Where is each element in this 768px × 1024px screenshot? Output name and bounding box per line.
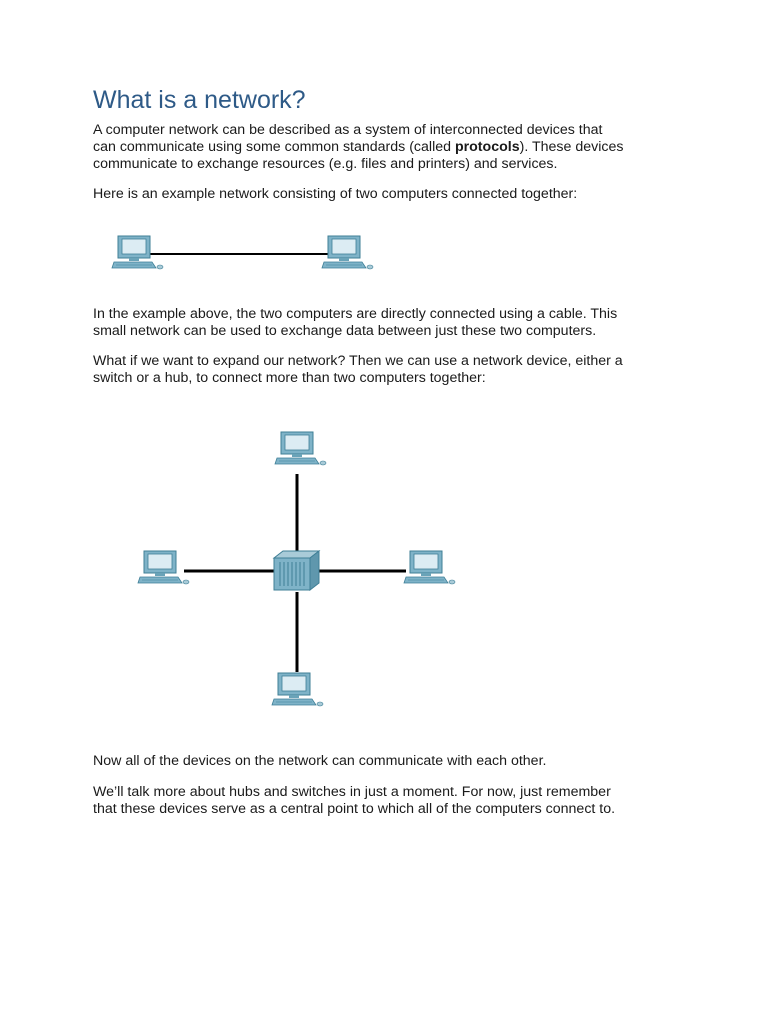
expand-line-1: What if we want to expand our network? Then we can use a network device, either a <box>93 353 623 369</box>
star-network-diagram <box>138 432 455 706</box>
after-example-line-2: small network can be used to exchange data between just these two computers. <box>93 322 597 339</box>
computer-icon <box>112 236 163 269</box>
computer-icon <box>272 673 323 706</box>
two-computer-diagram <box>112 236 373 269</box>
after-example-line-1: In the example above, the two computers are directly connected using a cable. This <box>93 306 618 322</box>
intro-line-3: communicate to exchange resources (e.g. files and printers) and services. <box>93 155 558 172</box>
closing-line-1: We’ll talk more about hubs and switches in just a moment. For now, just remember <box>93 784 611 800</box>
intro-line-2-post: ). These devices <box>519 138 624 155</box>
computer-icon <box>275 432 326 465</box>
intro-line-2-pre: can communicate using some common standards (called <box>93 138 455 155</box>
closing-line-2: that these devices serve as a central point to which all of the computers connect to. <box>93 800 616 817</box>
example-intro-text: Here is an example network consisting of two computers connected together: <box>93 186 578 202</box>
page-title: What is a network? <box>93 86 306 114</box>
now-all-text: Now all of the devices on the network can communicate with each other. <box>93 753 547 769</box>
hub-switch-icon <box>274 551 319 590</box>
expand-line-2: switch or a hub, to connect more than two computers together: <box>93 369 486 386</box>
computer-icon <box>404 551 455 584</box>
intro-line-1: A computer network can be described as a system of interconnected devices that <box>93 122 603 138</box>
computer-icon <box>138 551 189 584</box>
computer-icon <box>322 236 373 269</box>
protocols-term: protocols <box>454 138 520 155</box>
